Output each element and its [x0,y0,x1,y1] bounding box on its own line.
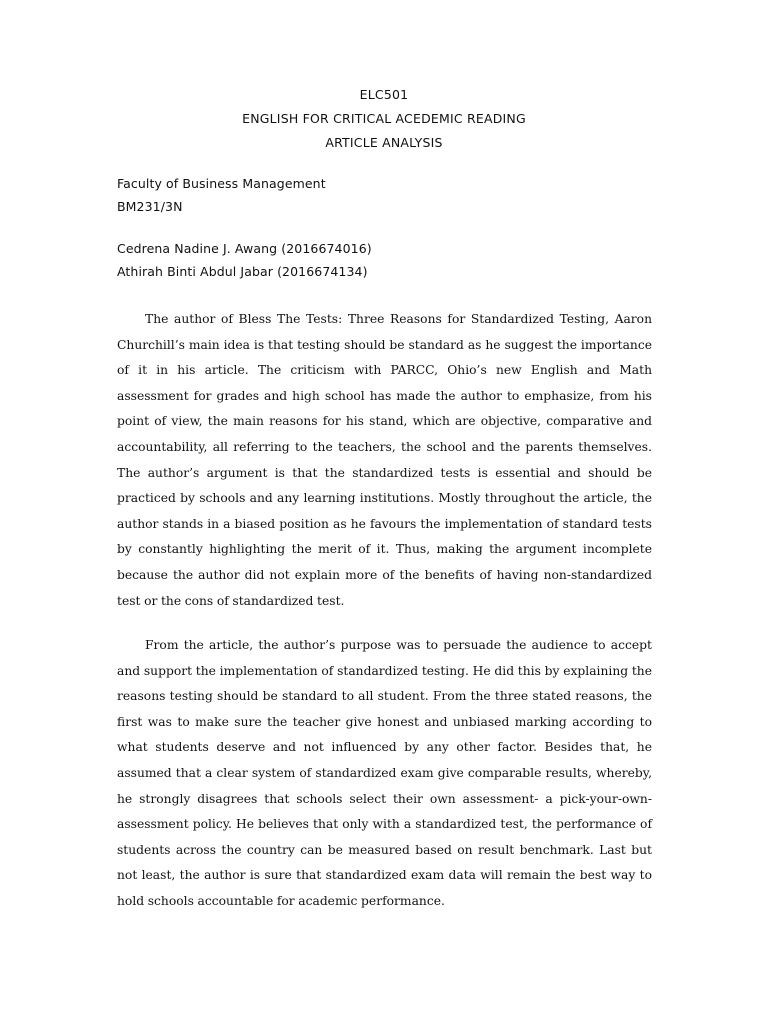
faculty-block [117,172,326,218]
author-name: Cedrena Nadine J. Awang (2016674016) [117,241,372,256]
faculty-name: Faculty of Business Management [117,176,326,191]
course-title: ENGLISH FOR CRITICAL ACEDEMIC READING [242,111,526,126]
class-group: BM231/3N [117,199,183,214]
course-code: ELC501 [359,87,409,102]
assignment-title: ARTICLE ANALYSIS [325,135,443,150]
document-heading [0,83,768,155]
author-name: Athirah Binti Abdul Jabar (2016674134) [117,264,368,279]
body-paragraph: The author of Bless The Tests: Three Reasons for Standardized Testing, Aaron Churchill’s main idea is that testing should be standard as he suggest the importance of it in his article. The criticism with PARCC, Ohio’s new English and Math assessment for grades and high school has made the author to emphasize, from his point of view, the main reasons for his stand, which are objective, comparative and accountability, all referring to the teachers, the school and the parents themselves. The author’s argument is that the standardized tests is essential and should be practiced by schools and any learning institutions. Mostly throughout the article, the author stands in a biased position as he favours the implementation of standard tests by constantly highlighting the merit of it. Thus, making the argument incomplete because the author did not explain more of the benefits of having non-standardized test or the cons of standardized test. [117,312,652,608]
body-paragraph: From the article, the author’s purpose was to persuade the audience to accept and support the implementation of standardized testing. He did this by explaining the reasons testing should be standard to all student. From the three stated reasons, the first was to make sure the teacher give honest and unbiased marking according to what students deserve and not influenced by any other factor. Besides that, he assumed that a clear system of standardized exam give comparable results, whereby, he strongly disagrees that schools select their own assessment- a pick-your-own-assessment policy. He believes that only with a standardized test, the performance of students across the country can be measured based on result benchmark. Last but not least, the author is sure that standardized exam data will remain the best way to hold schools accountable for academic performance. [117,638,652,908]
authors-block [117,237,372,283]
